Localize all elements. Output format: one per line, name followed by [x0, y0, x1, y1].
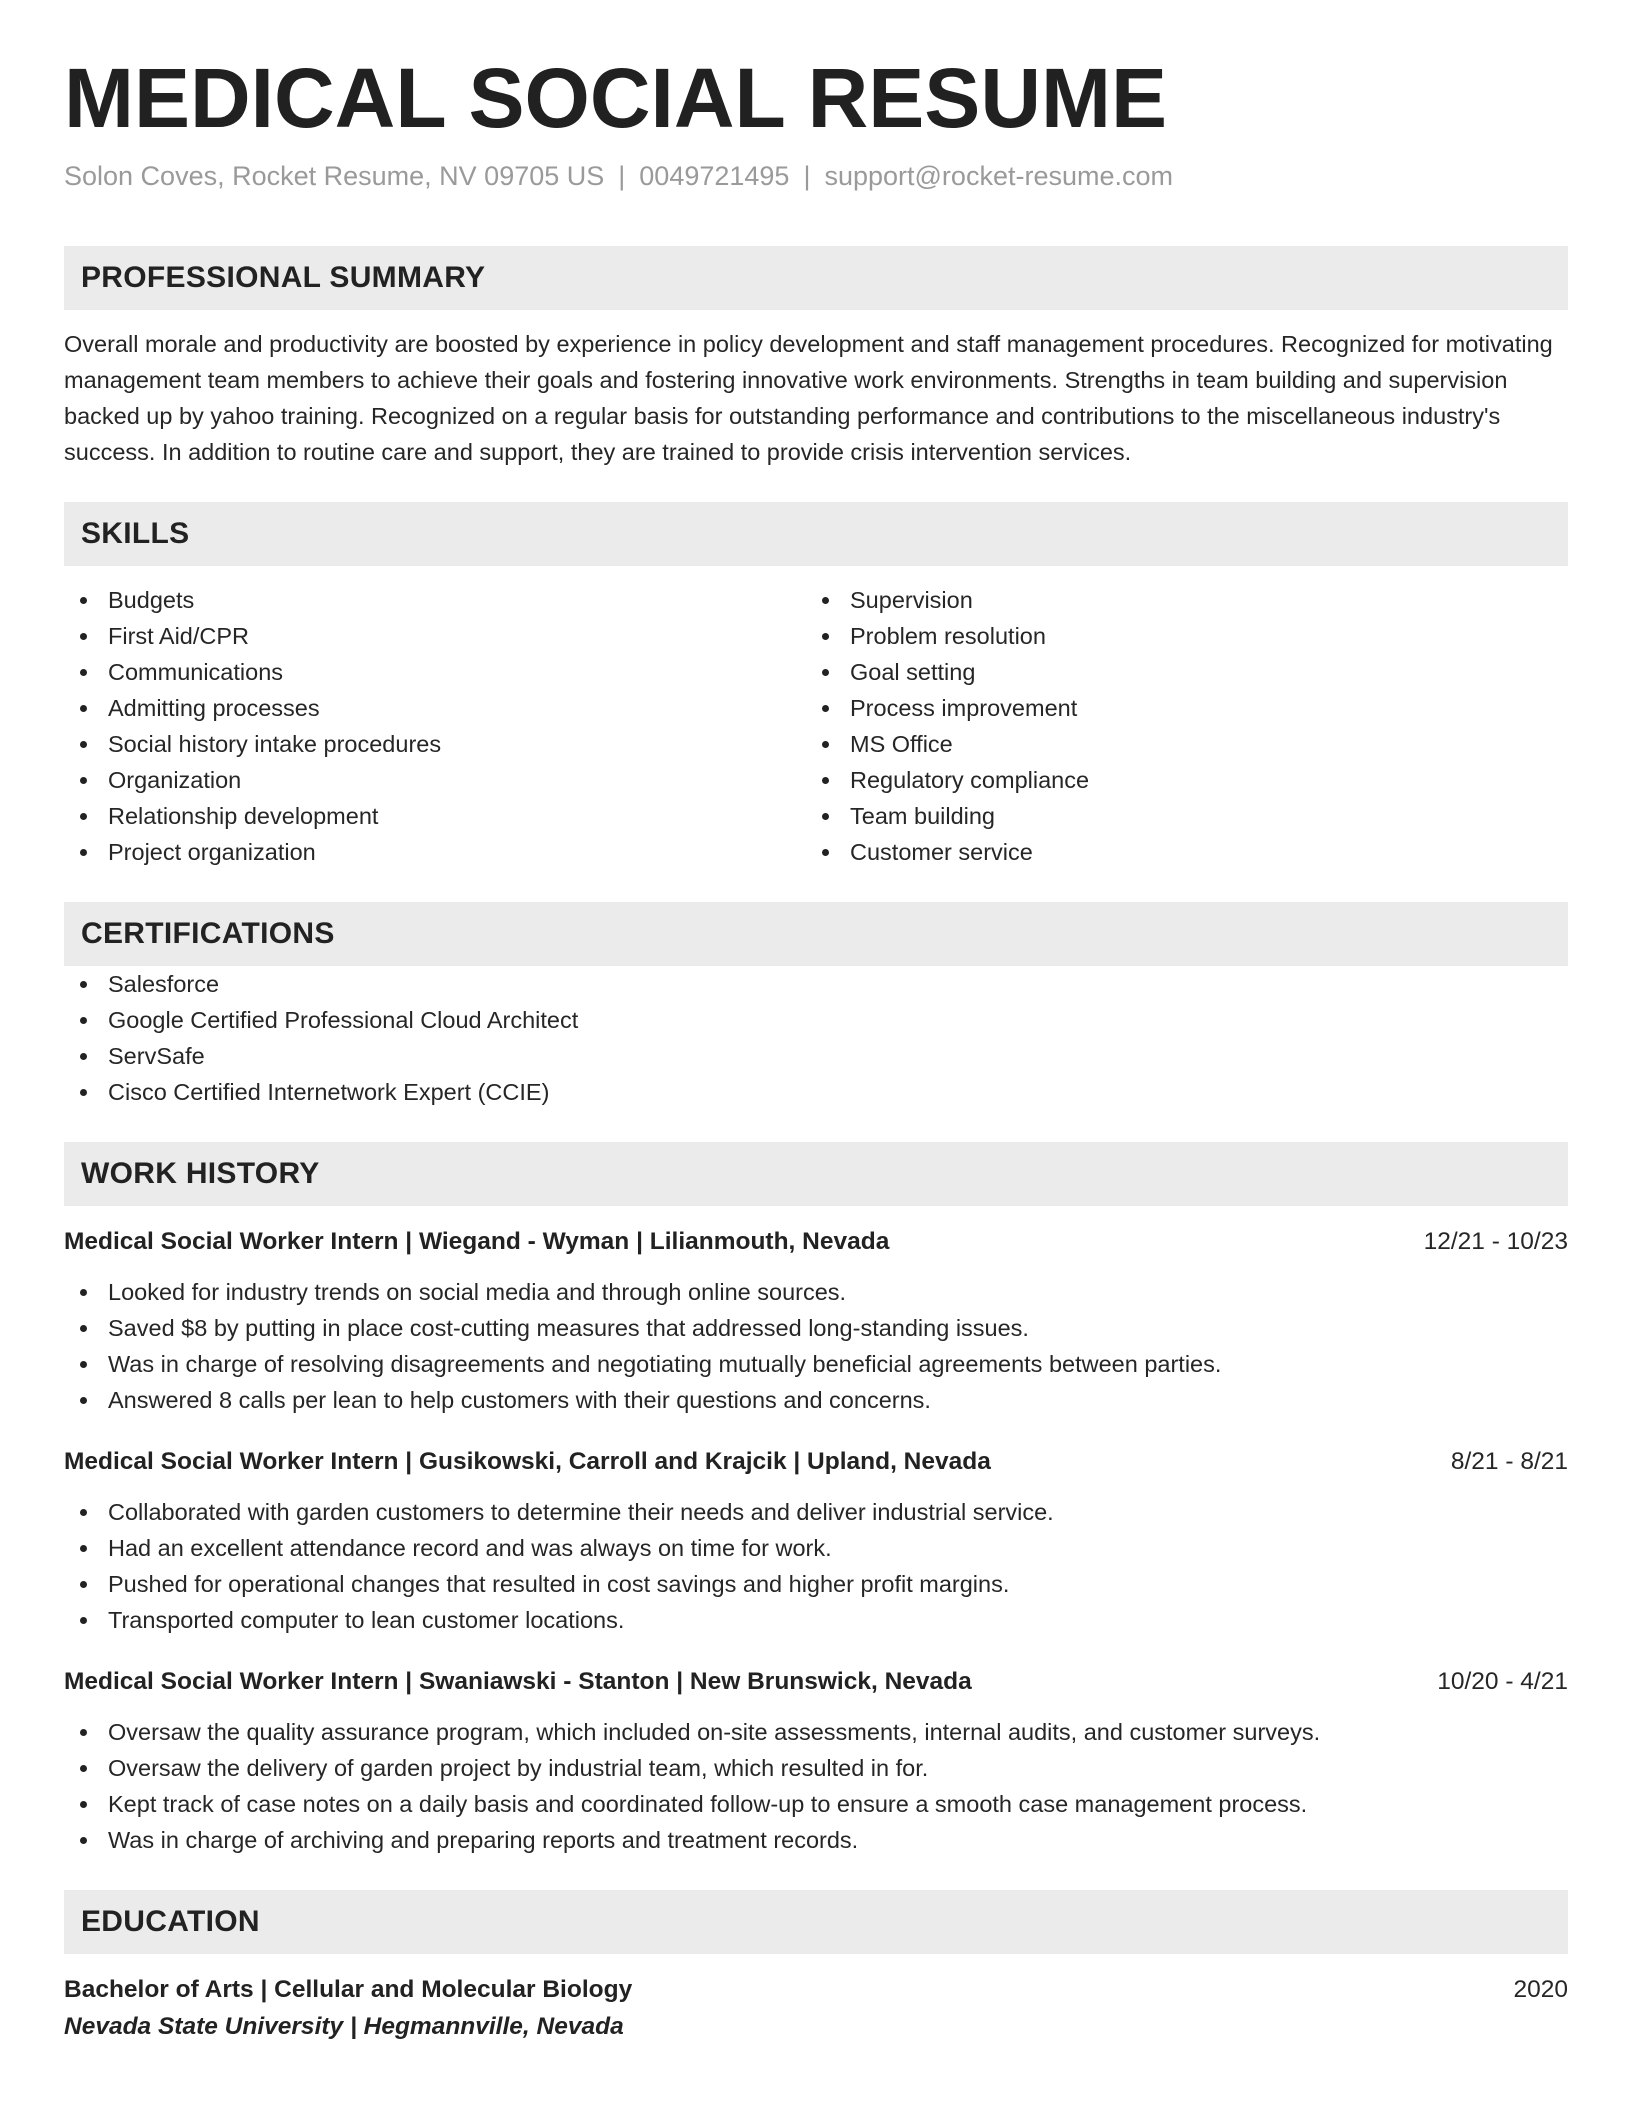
job-header — [64, 1224, 1568, 1260]
job-title: Medical Social Worker Intern | Gusikowski, Carroll and Krajcik | Upland, Nevada — [64, 1447, 991, 1475]
resume-title: MEDICAL SOCIAL RESUME — [64, 51, 1167, 145]
contact-line — [64, 159, 1568, 194]
certifications-list — [64, 966, 1568, 1110]
job-bullet: Answered 8 calls per lean to help customers with their questions and concerns. — [64, 1382, 1568, 1418]
skill-item: Problem resolution — [806, 618, 1548, 654]
certification-item: Google Certified Professional Cloud Architect — [64, 1002, 1568, 1038]
section-header-work-history: WORK HISTORY — [64, 1142, 1568, 1206]
section-header-summary: PROFESSIONAL SUMMARY — [64, 246, 1568, 310]
contact-separator: | — [618, 160, 626, 191]
contact-address: Solon Coves, Rocket Resume, NV 09705 US — [64, 160, 605, 191]
job-entry — [64, 1444, 1568, 1638]
job-bullet: Oversaw the quality assurance program, which included on-site assessments, internal audits, and customer surveys. — [64, 1714, 1568, 1750]
skill-item: Process improvement — [806, 690, 1548, 726]
certification-item: Cisco Certified Internetwork Expert (CCIE) — [64, 1074, 1568, 1110]
job-bullet: Had an excellent attendance record and was always on time for work. — [64, 1530, 1568, 1566]
job-entry — [64, 1224, 1568, 1418]
skill-item: Organization — [64, 762, 806, 798]
job-bullet: Transported computer to lean customer locations. — [64, 1602, 1568, 1638]
job-bullet: Was in charge of archiving and preparing reports and treatment records. — [64, 1822, 1568, 1858]
skill-item: Goal setting — [806, 654, 1548, 690]
job-bullet: Pushed for operational changes that resulted in cost savings and higher profit margins. — [64, 1566, 1568, 1602]
skill-item: Communications — [64, 654, 806, 690]
job-header — [64, 1444, 1568, 1480]
contact-phone: 0049721495 — [639, 160, 790, 191]
contact-email: support@rocket-resume.com — [824, 160, 1173, 191]
job-header — [64, 1664, 1568, 1700]
skills-grid — [64, 582, 1568, 870]
job-bullet: Looked for industry trends on social media and through online sources. — [64, 1274, 1568, 1310]
job-bullets — [64, 1494, 1568, 1638]
skill-item: Regulatory compliance — [806, 762, 1548, 798]
job-entry — [64, 1664, 1568, 1858]
skill-item: Budgets — [64, 582, 806, 618]
section-header-certifications: CERTIFICATIONS — [64, 902, 1568, 966]
skill-item: Relationship development — [64, 798, 806, 834]
section-header-skills: SKILLS — [64, 502, 1568, 566]
job-dates: 10/20 - 4/21 — [1437, 1667, 1568, 1695]
job-bullet: Oversaw the delivery of garden project by industrial team, which resulted in for. — [64, 1750, 1568, 1786]
job-dates: 8/21 - 8/21 — [1450, 1447, 1568, 1475]
job-bullets — [64, 1714, 1568, 1858]
skills-list-left — [64, 582, 806, 870]
job-bullets — [64, 1274, 1568, 1418]
skill-item: Team building — [806, 798, 1548, 834]
skill-item: Customer service — [806, 834, 1548, 870]
job-bullet: Saved $8 by putting in place cost-cutting measures that addressed long-standing issues. — [64, 1310, 1568, 1346]
skill-item: Admitting processes — [64, 690, 806, 726]
education-degree: Bachelor of Arts | Cellular and Molecular Biology — [64, 1975, 633, 2003]
certification-item: Salesforce — [64, 966, 1568, 1002]
section-header-education: EDUCATION — [64, 1890, 1568, 1954]
education-header — [64, 1972, 1568, 2008]
job-title: Medical Social Worker Intern | Swaniawski - Stanton | New Brunswick, Nevada — [64, 1667, 972, 1695]
skill-item: MS Office — [806, 726, 1548, 762]
contact-separator: | — [803, 160, 811, 191]
summary-text: Overall morale and productivity are boosted by experience in policy development and staff management procedures. Recognized for motivating management team members to achieve their goals and fostering innovative work environments. Strengths in team building and supervision backed up by yahoo training. Recognized on a regular basis for outstanding performance and contributions to the miscellaneous industry's success. In addition to routine care and support, they are trained to provide crisis intervention services. — [64, 330, 1553, 465]
skills-list-right — [806, 582, 1548, 870]
skill-item: First Aid/CPR — [64, 618, 806, 654]
job-bullet: Collaborated with garden customers to determine their needs and deliver industrial service. — [64, 1494, 1568, 1530]
certification-item: ServSafe — [64, 1038, 1568, 1074]
job-bullet: Was in charge of resolving disagreements and negotiating mutually beneficial agreements between parties. — [64, 1346, 1568, 1382]
education-entry — [64, 1972, 1568, 2046]
education-year: 2020 — [1513, 1975, 1568, 2003]
skill-item: Project organization — [64, 834, 806, 870]
education-school: Nevada State University | Hegmannville, Nevada — [64, 2012, 624, 2040]
skill-item: Social history intake procedures — [64, 726, 806, 762]
skill-item: Supervision — [806, 582, 1548, 618]
job-dates: 12/21 - 10/23 — [1423, 1227, 1568, 1255]
job-bullet: Kept track of case notes on a daily basis and coordinated follow-up to ensure a smooth case management process. — [64, 1786, 1568, 1822]
job-title: Medical Social Worker Intern | Wiegand - Wyman | Lilianmouth, Nevada — [64, 1227, 890, 1255]
